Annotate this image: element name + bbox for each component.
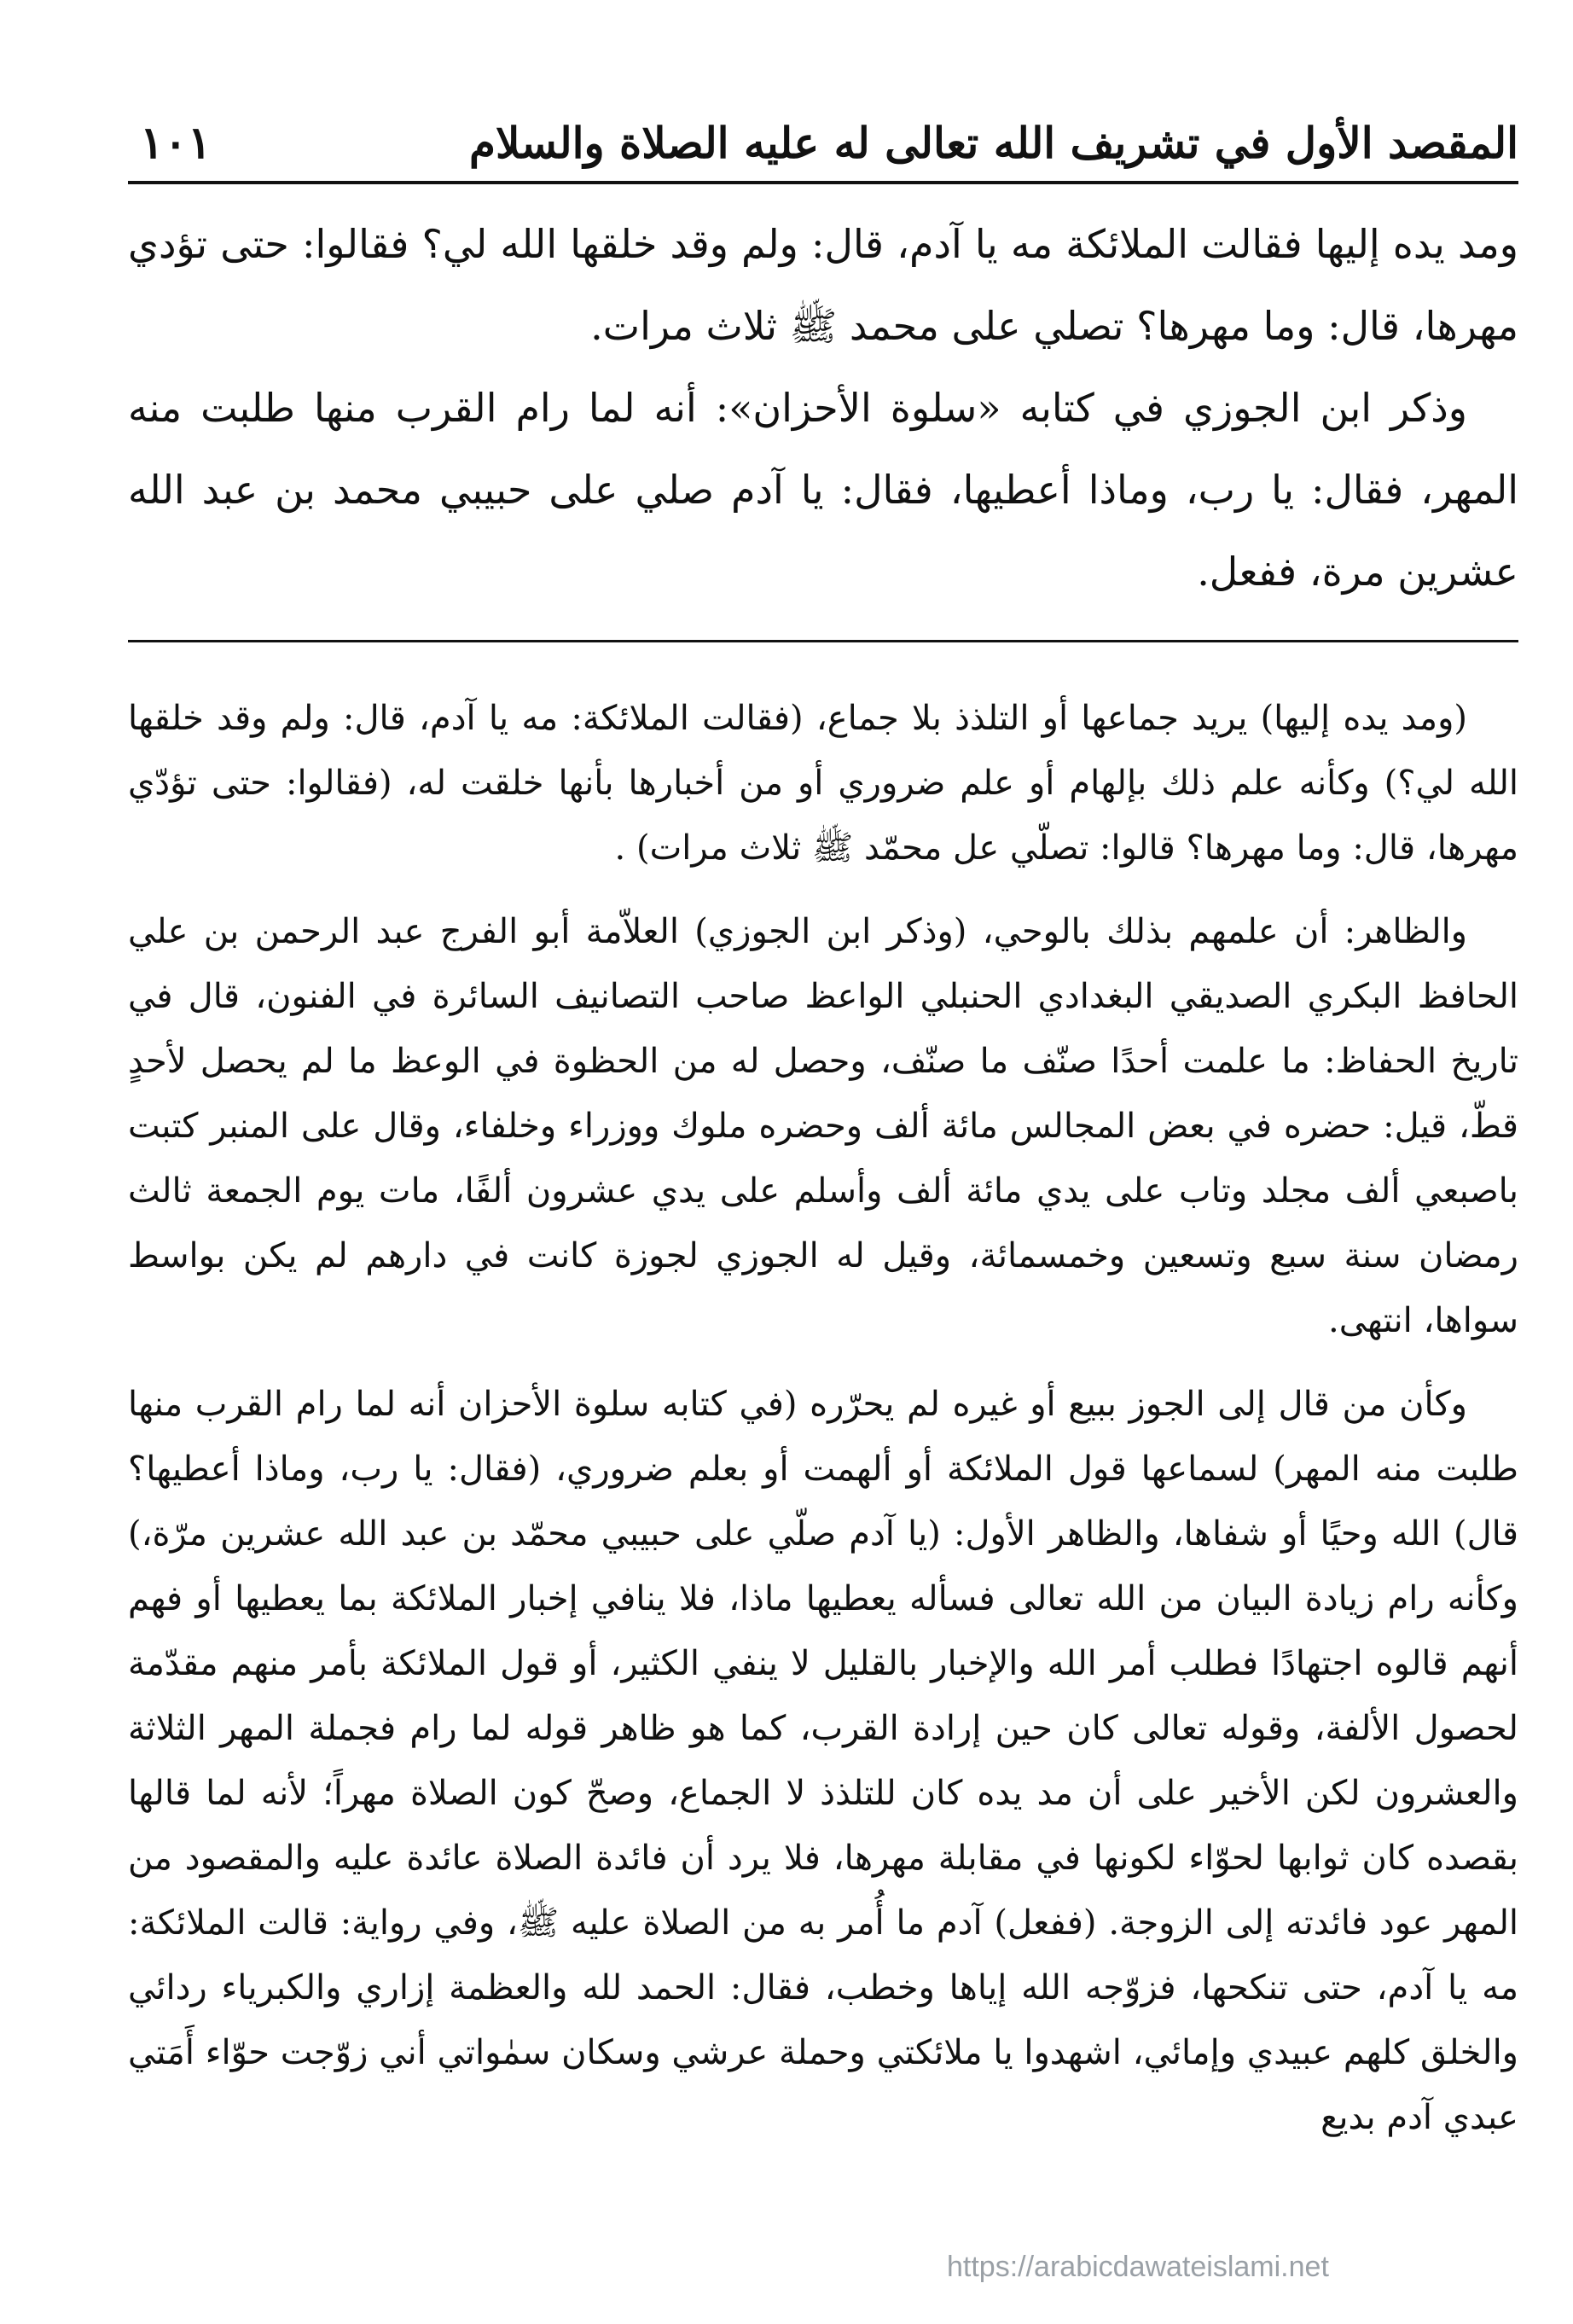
commentary-paragraph: وكأن من قال إلى الجوز ببيع أو غيره لم يحرّره (في كتابه سلوة الأحزان أنه لما رام القرب منها طلبت منه المهر) لسماعها قول الملائكة أو ألهمت أو بعلم ضروري، (فقال: يا رب، وماذا أعطيها؟ قال) الله وحيًا أو شفاها، والظاهر الأول: (يا آدم صلّي على حبيبي محمّد بن عبد الله عشرين مرّة،) وكأنه رام زيادة البيان من الله تعالى فسأله يعطيها ماذا، فلا ينافي إخبار الملائكة بما يعطيها أو فهم أنهم قالوه اجتهادًا فطلب أمر الله والإخبار بالقليل لا ينفي الكثير، أو قول الملائكة بأمر منهم مقدّمة لحصول الألفة، وقوله تعالى كان حين إرادة القرب، كما هو ظاهر قوله لما رام فجملة المهر الثلاثة والعشرون لكن الأخير على أن مد يده كان للتلذذ لا الجماع، وصحّ كون الصلاة مهراً؛ لأنه لما قالها بقصده كان ثوابها لحوّاء لكونها في مقابلة مهرها، فلا يرد أن فائدة الصلاة عائدة عليه والمقصود من المهر عود فائدته إلى الزوجة. (ففعل) آدم ما أُمر به من الصلاة عليه ﷺ، وفي رواية: قالت الملائكة: مه يا آدم، حتى تنكحها، فزوّجه الله إياها وخطب، فقال: الحمد لله والعظمة إزاري والكبرياء ردائي والخلق كلهم عبيدي وإمائي، اشهدوا يا ملائكتي وحملة عرشي وسكان سمٰواتي أني زوّجت حوّاء أَمَتي عبدي آدم بديع	[128, 1385, 1519, 2137]
header-divider	[128, 181, 1518, 184]
commentary-paragraph: (ومد يده إليها) يريد جماعها أو التلذذ بلا جماع، (فقالت الملائكة: مه يا آدم، قال: ولم وقد خلقها الله لي؟) وكأنه علم ذلك بإلهام أو علم ضروري أو من أخبارها بأنها خلقت له، (فقالوا: حتى تؤدّي مهرها، قال: وما مهرها؟ قالوا: تصلّي عل محمّد ﷺ ثلاث مرات) .	[128, 699, 1518, 868]
main-text	[128, 203, 1518, 613]
chapter-title: المقصد الأول في تشريف الله تعالى له عليه الصلاة والسلام	[468, 118, 1518, 168]
source-watermark: https://arabicdawateislami.net	[947, 2251, 1329, 2283]
book-page	[128, 85, 1518, 2269]
commentary-paragraph: والظاهر: أن علمهم بذلك بالوحي، (وذكر ابن الجوزي) العلاّمة أبو الفرج عبد الرحمن بن علي الحافظ البكري الصديقي البغدادي الحنبلي الواعظ صاحب التصانيف السائرة في الفنون، قال في تاريخ الحفاظ: ما علمت أحدًا صنّف ما صنّف، وحصل له من الحظوة في الوعظ ما لم يحصل لأحدٍ قطّ، قيل: حضره في بعض المجالس مائة ألف وحضره ملوك ووزراء وخلفاء، وقال على المنبر كتبت باصبعي ألف مجلد وتاب على يدي مائة ألف وأسلم على يدي عشرون ألفًا، مات يوم الجمعة ثالث رمضان سنة سبع وتسعين وخمسمائة، وقيل له الجوزي لجوزة كانت في دارهم لم يكن بواسط سواها، انتهى.	[128, 912, 1518, 1340]
main-text-paragraph: وذكر ابن الجوزي في كتابه «سلوة الأحزان»: أنه لما رام القرب منها طلبت منه المهر، فقال: يا رب، وماذا أعطيها، فقال: يا آدم صلي على حبيبي محمد بن عبد الله عشرين مرة، ففعل.	[128, 385, 1518, 595]
main-text-paragraph: ومد يده إليها فقالت الملائكة مه يا آدم، قال: ولم وقد خلقها الله لي؟ فقالوا: حتى تؤدي مهرها، قال: وما مهرها؟ تصلي على محمد ﷺ ثلاث مرات.	[128, 221, 1518, 349]
running-header	[128, 109, 1518, 177]
commentary-divider	[128, 640, 1518, 642]
commentary-text	[128, 686, 1518, 2169]
page-number: ١٠١	[140, 117, 212, 169]
